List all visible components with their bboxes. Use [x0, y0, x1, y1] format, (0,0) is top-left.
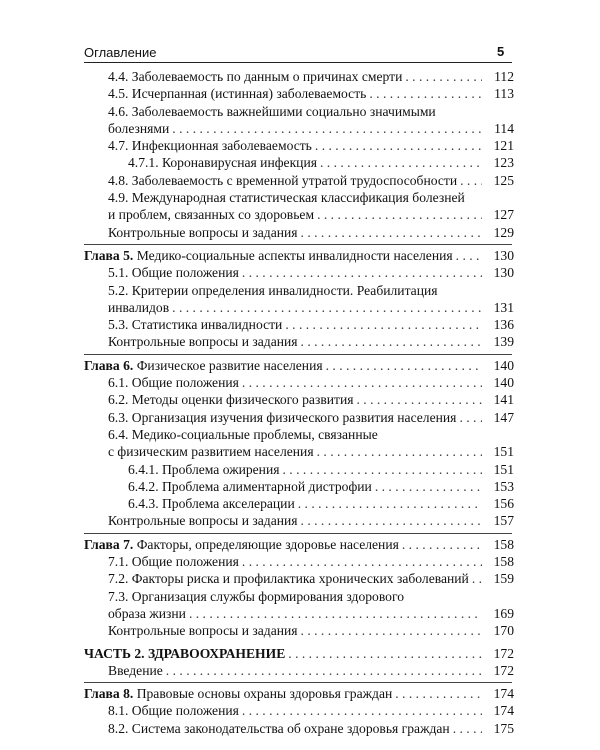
- chapter-divider: [84, 244, 512, 245]
- toc-entry: 4.8. Заболеваемость с временной утратой трудоспособности . . . 125: [84, 172, 514, 189]
- chapter-divider: [84, 533, 512, 534]
- toc-entry: с физическим развитием населения . . . 151: [84, 443, 514, 460]
- part-heading: ЧАСТЬ 2. ЗДРАВООХРАНЕНИЕ . . . 172: [84, 645, 514, 662]
- toc-entry: 8.2. Система законодательства об охране здоровья граждан . . . 175: [84, 720, 514, 737]
- chapter-divider: [84, 354, 512, 355]
- chapter-heading: Глава 6. Физическое развитие населения . . . 140: [84, 357, 514, 374]
- toc-entry-first-line: 4.9. Международная статистическая классификация болезней: [108, 190, 465, 206]
- running-header-title: Оглавление: [84, 45, 157, 60]
- toc-entry: Контрольные вопросы и задания . . . 157: [84, 512, 514, 529]
- toc-entry: 8.1. Общие положения . . . 174: [84, 702, 514, 719]
- chapter-divider: [84, 682, 512, 683]
- toc-entry: 6.4.1. Проблема ожирения . . . 151: [84, 461, 514, 478]
- toc-entry: 6.2. Методы оценки физического развития . . . 141: [84, 391, 514, 408]
- toc-entry: Контрольные вопросы и задания . . . 129: [84, 224, 514, 241]
- toc-entry: 5.1. Общие положения . . . 130: [84, 264, 514, 281]
- toc-entry: 6.1. Общие положения . . . 140: [84, 374, 514, 391]
- toc-entry: Контрольные вопросы и задания . . . 139: [84, 333, 514, 350]
- toc-entry: 4.7.1. Коронавирусная инфекция . . . 123: [84, 154, 514, 171]
- toc-entry-first-line: 6.4. Медико-социальные проблемы, связанные: [108, 426, 378, 442]
- toc-entry: Контрольные вопросы и задания . . . 170: [84, 622, 514, 639]
- toc-entry: болезнями . . . 114: [84, 120, 514, 137]
- toc-entry: 4.5. Исчерпанная (истинная) заболеваемость . . . 113: [84, 85, 514, 102]
- toc-entry: образа жизни . . . 169: [84, 605, 514, 622]
- toc-entry: инвалидов . . . 131: [84, 299, 514, 316]
- toc-entry: 6.4.2. Проблема алиментарной дистрофии . . . 153: [84, 478, 514, 495]
- chapter-heading: Глава 7. Факторы, определяющие здоровье населения . . . 158: [84, 536, 514, 553]
- toc-entry: и проблем, связанных со здоровьем . . . 127: [84, 206, 514, 223]
- toc-entry: 7.2. Факторы риска и профилактика хронических заболеваний . . . 159: [84, 570, 514, 587]
- toc-entry: Введение . . . 172: [84, 662, 514, 679]
- toc-entry-first-line: 7.3. Организация службы формирования здорового: [108, 588, 404, 604]
- running-header-page-number: 5: [497, 44, 505, 59]
- chapter-heading: Глава 8. Правовые основы охраны здоровья граждан . . . 174: [84, 685, 514, 702]
- header-rule: [84, 62, 512, 63]
- toc-entry: 6.4.3. Проблема акселерации . . . 156: [84, 495, 514, 512]
- chapter-heading: Глава 5. Медико-социальные аспекты инвалидности населения . . . 130: [84, 247, 514, 264]
- toc-entry: 4.7. Инфекционная заболеваемость . . . 121: [84, 137, 514, 154]
- toc-entry: 6.3. Организация изучения физического развития населения . . . 147: [84, 409, 514, 426]
- toc-entry: 4.4. Заболеваемость по данным о причинах смерти . . . 112: [84, 68, 514, 85]
- toc-entry-first-line: 4.6. Заболеваемость важнейшими социально значимыми: [108, 103, 436, 119]
- toc-entry: 5.3. Статистика инвалидности . . . 136: [84, 316, 514, 333]
- toc-entry-first-line: 5.2. Критерии определения инвалидности. Реабилитация: [108, 282, 438, 298]
- table-of-contents: [84, 68, 514, 737]
- toc-entry: 7.1. Общие положения . . . 158: [84, 553, 514, 570]
